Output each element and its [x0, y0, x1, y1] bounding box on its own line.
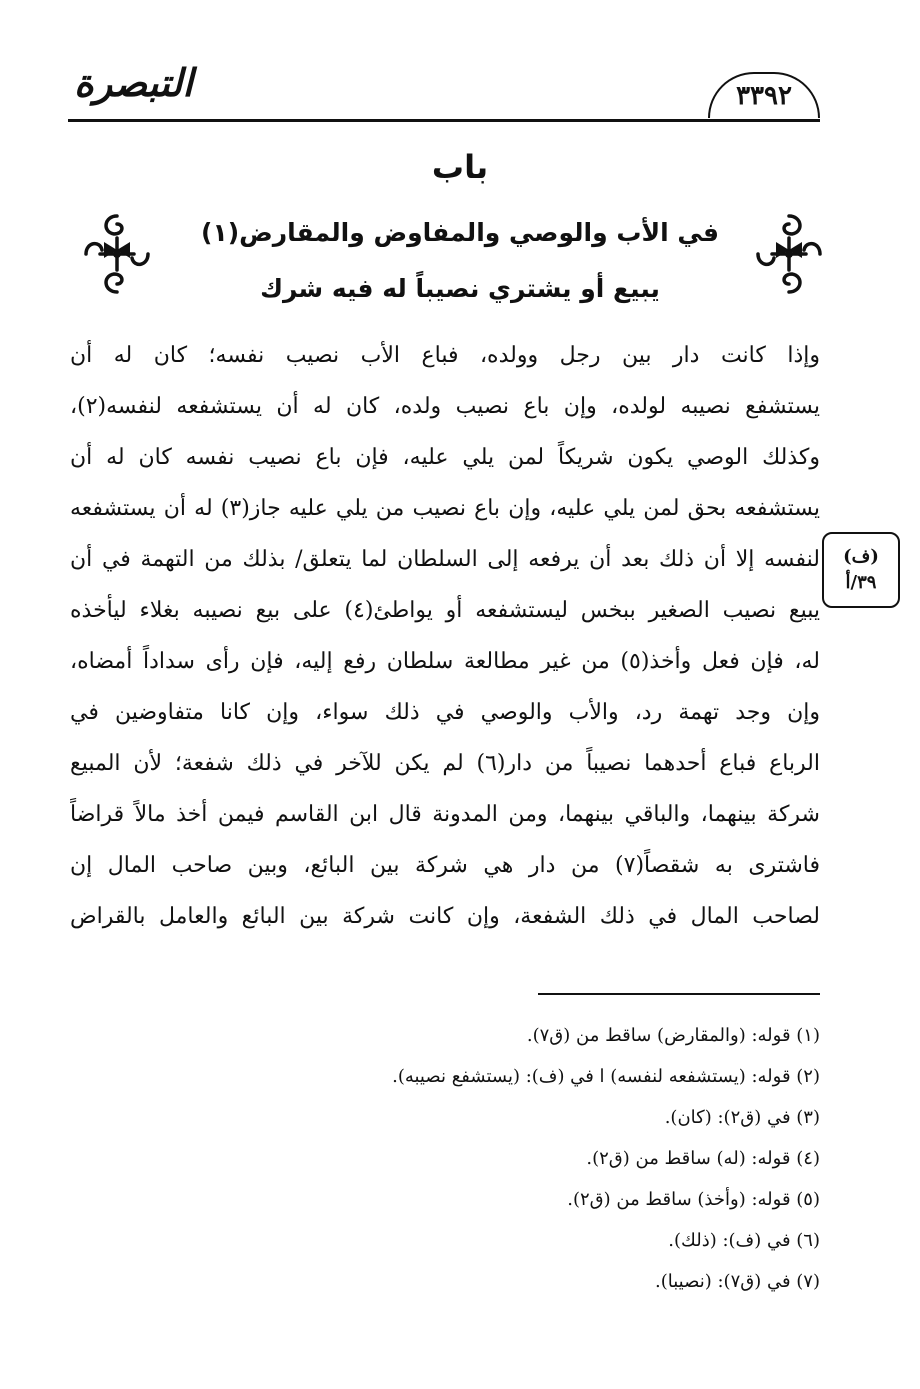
- ornament-icon: [80, 212, 154, 296]
- body-line: الرباع فباع أحدهما نصيباً من دار(٦) لم يكن للآخر في ذلك شفعة؛ لأن المبيع: [70, 751, 820, 776]
- body-line: لنفسه إلا أن ذلك بعد أن يرفعه إلى السلطان لما يتعلق/ بذلك من التهمة في أن: [70, 547, 820, 572]
- body-line: فاشترى به شقصاً(٧) من دار هي شركة بين البائع، وبين صاحب المال إن: [70, 853, 820, 878]
- body-line: وإذا كانت دار بين رجل وولده، فباع الأب نصيب نفسه؛ كان له أن: [70, 343, 820, 368]
- footnote: (١) قوله: (والمقارض) ساقط من (ق٧).: [526, 1025, 820, 1046]
- body-text: [70, 330, 820, 942]
- book-title: التبصرة: [74, 60, 193, 105]
- footnote: (٣) في (ق٢): (كان).: [664, 1107, 820, 1128]
- footnote: (٦) في (ف): (ذلك).: [668, 1230, 820, 1251]
- page-header: [68, 58, 820, 122]
- margin-note-folio: ٣٩/أ: [845, 572, 877, 593]
- margin-note-source: (ف): [843, 546, 879, 567]
- page-number: ٣٣٩٢: [708, 72, 820, 118]
- body-line: وكذلك الوصي يكون شريكاً لمن يلي عليه، فإن باع نصيب نفسه كان له أن: [70, 445, 820, 470]
- body-line: لصاحب المال في ذلك الشفعة، وإن كانت شركة بين البائع والعامل بالقراض: [70, 904, 820, 929]
- chapter-title: [180, 205, 740, 317]
- chapter-title-line: يبيع أو يشتري نصيباً له فيه شرك: [260, 274, 660, 303]
- ornament-icon: [752, 212, 826, 296]
- manuscript-margin-note: [822, 532, 900, 608]
- body-line: يستشفعه بحق لمن يلي عليه، وإن باع نصيب من يلي عليه جاز(٣) له أن يستشفعه: [70, 496, 820, 521]
- body-line: له، فإن فعل وأخذ(٥) من غير مطالعة سلطان رفع إليه، فإن رأى سداداً أمضاه،: [70, 649, 820, 674]
- footnote: (٢) قوله: (يستشفعه لنفسه) ا في (ف): (يستشفع نصيبه).: [392, 1066, 820, 1087]
- footnotes: [300, 1015, 820, 1302]
- footnote: (٤) قوله: (له) ساقط من (ق٢).: [586, 1148, 820, 1169]
- body-line: وإن وجد تهمة رد، والأب والوصي في ذلك سواء، وإن كانا متفاوضين في: [70, 700, 820, 725]
- footnote: (٧) في (ق٧): (نصيبا).: [655, 1271, 820, 1292]
- body-line: يستشفع نصيبه لولده، وإن باع نصيب ولده، كان له أن يستشفعه لنفسه(٢)،: [70, 394, 820, 419]
- footnote-separator: [538, 993, 820, 995]
- body-line: يبيع نصيب الصغير ببخس ليستشفعه أو يواطئ(٤) على بيع نصيبه بغلاء ليأخذه: [70, 598, 820, 623]
- footnote: (٥) قوله: (وأخذ) ساقط من (ق٢).: [567, 1189, 820, 1210]
- chapter-title-line: في الأب والوصي والمفاوض والمقارض(١): [201, 218, 719, 247]
- chapter-label: باب: [431, 148, 489, 186]
- body-line: شركة بينهما، والباقي بينهما، ومن المدونة قال ابن القاسم فيمن أخذ مالاً قراضاً: [70, 802, 820, 827]
- header-rule: [68, 119, 820, 122]
